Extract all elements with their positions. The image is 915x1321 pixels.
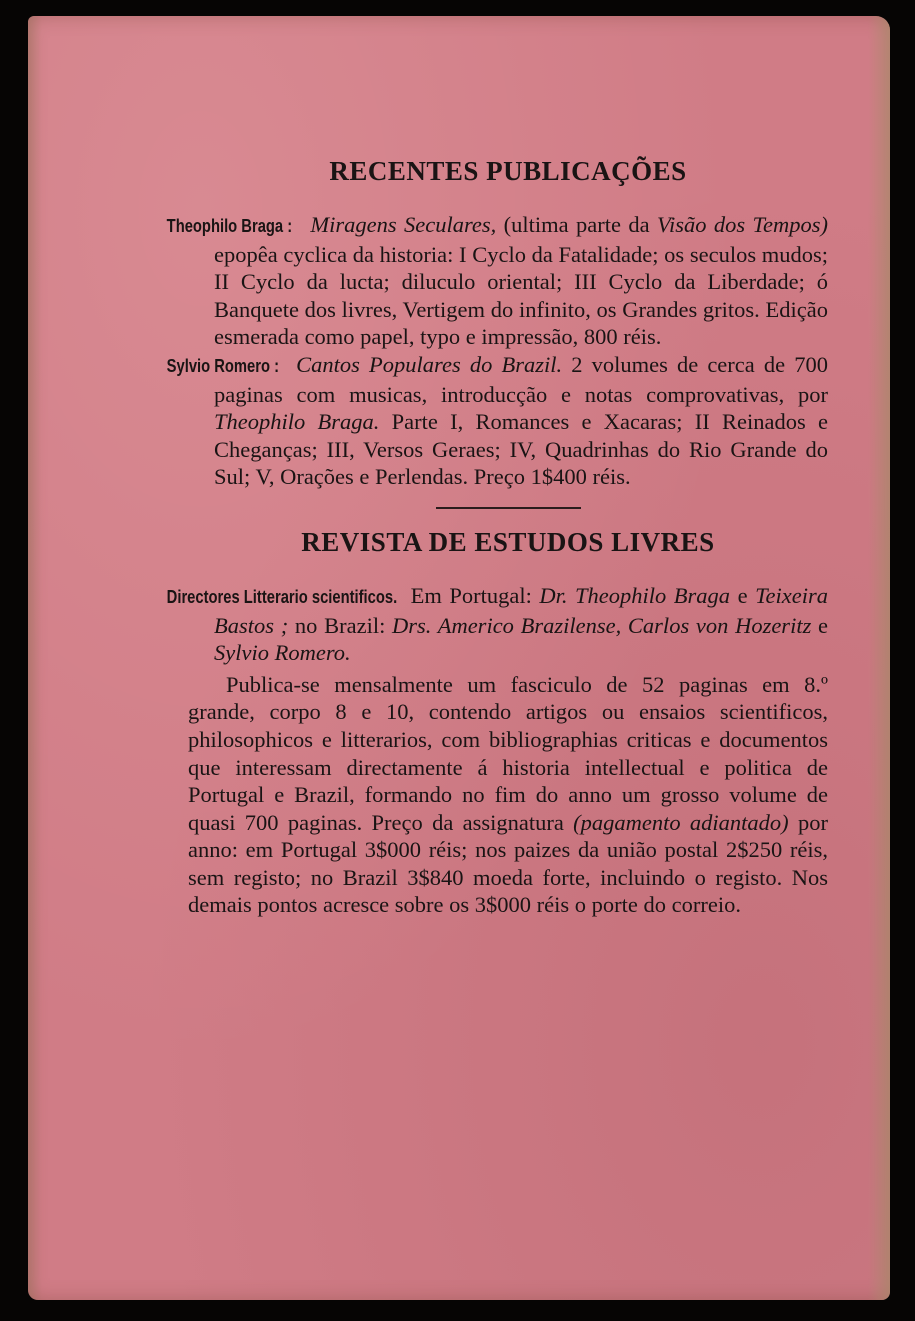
entry-text: (ultima parte da bbox=[503, 212, 650, 237]
entry-theophilo-braga bbox=[166, 211, 828, 351]
entry-author: Theophilo Braga : bbox=[166, 216, 293, 236]
pink-page bbox=[28, 16, 890, 1300]
entry-text: epopêa cyclica da historia: I Cyclo da Fatalidade; os seculos mudos; II Cyclo da lucta; diluculo oriental; III Cyclo da Liberdade; ó Banquete dos livres, Vertigem do infinito, os Grandes gritos. Edição esmerada como papel, typo e impressão, 800 réis. bbox=[214, 241, 828, 350]
director-name: Drs. Americo Brazilense, Carlos von Hozeritz bbox=[392, 612, 812, 638]
entry-title: Cantos Populares do Brazil. bbox=[296, 351, 563, 377]
directors-text: Em Portugal: bbox=[410, 582, 532, 608]
directors-text: no Brazil: bbox=[294, 612, 386, 638]
entry-subtitle: Visão dos Tempos) bbox=[656, 212, 828, 237]
entry-text: 2 volumes de cerca de 700 paginas com musicas, introducção e notas comprovativas, por bbox=[214, 351, 828, 407]
entry-sylvio-romero bbox=[166, 351, 828, 491]
director-name: Dr. Theophilo Braga bbox=[539, 582, 731, 608]
subscription-paragraph bbox=[188, 671, 828, 919]
entry-title: Miragens Seculares, bbox=[310, 212, 497, 237]
section-title-publicacoes: RECENTES PUBLICAÇÕES bbox=[329, 156, 687, 186]
paragraph-text: por anno: em Portugal 3$000 réis; nos paizes da união postal 2$250 réis, sem registo; no Brazil 3$840 moeda forte, incluindo o registo. Nos demais pontos acresce sobre os 3$000 réis o porte do correio. bbox=[188, 809, 828, 918]
entry-text: Parte I, Romances e Xacaras; II Reinados e Cheganças; III, Versos Geraes; IV, Quadrinhas do Rio Grande do Sul; V, Orações e Perlendas. Preço 1$400 réis. bbox=[214, 409, 828, 490]
page-edge-left bbox=[28, 16, 42, 1300]
divider-rule bbox=[436, 507, 581, 509]
directors-label: Directores Litterario scientificos. bbox=[166, 586, 398, 607]
entry-author: Sylvio Romero : bbox=[166, 355, 280, 376]
conjunction: e bbox=[818, 612, 829, 638]
page-edge-right bbox=[868, 16, 890, 1300]
directors-paragraph bbox=[166, 582, 829, 667]
paragraph-italic: (pagamento adiantado) bbox=[573, 809, 789, 835]
page-content bbox=[166, 156, 829, 919]
section-title-revista: REVISTA DE ESTUDOS LIVRES bbox=[301, 526, 715, 557]
paragraph-text: Publica-se mensalmente um fasciculo de 52 paginas em 8.º grande, corpo 8 e 10, contendo artigos ou ensaios scientificos, philosophicos e litterarios, com bibliographias criticas e documentos que interessam directamente á historia intellectual e politica de Portugal e Brazil, formando no fim do anno um grosso volume de quasi 700 paginas. Preço da assignatura bbox=[188, 671, 828, 835]
entry-subtitle: Theophilo Braga. bbox=[214, 409, 380, 435]
conjunction: e bbox=[737, 582, 748, 608]
director-name: Teixeira Bastos ; bbox=[214, 582, 829, 638]
director-name: Sylvio Romero. bbox=[214, 640, 351, 666]
